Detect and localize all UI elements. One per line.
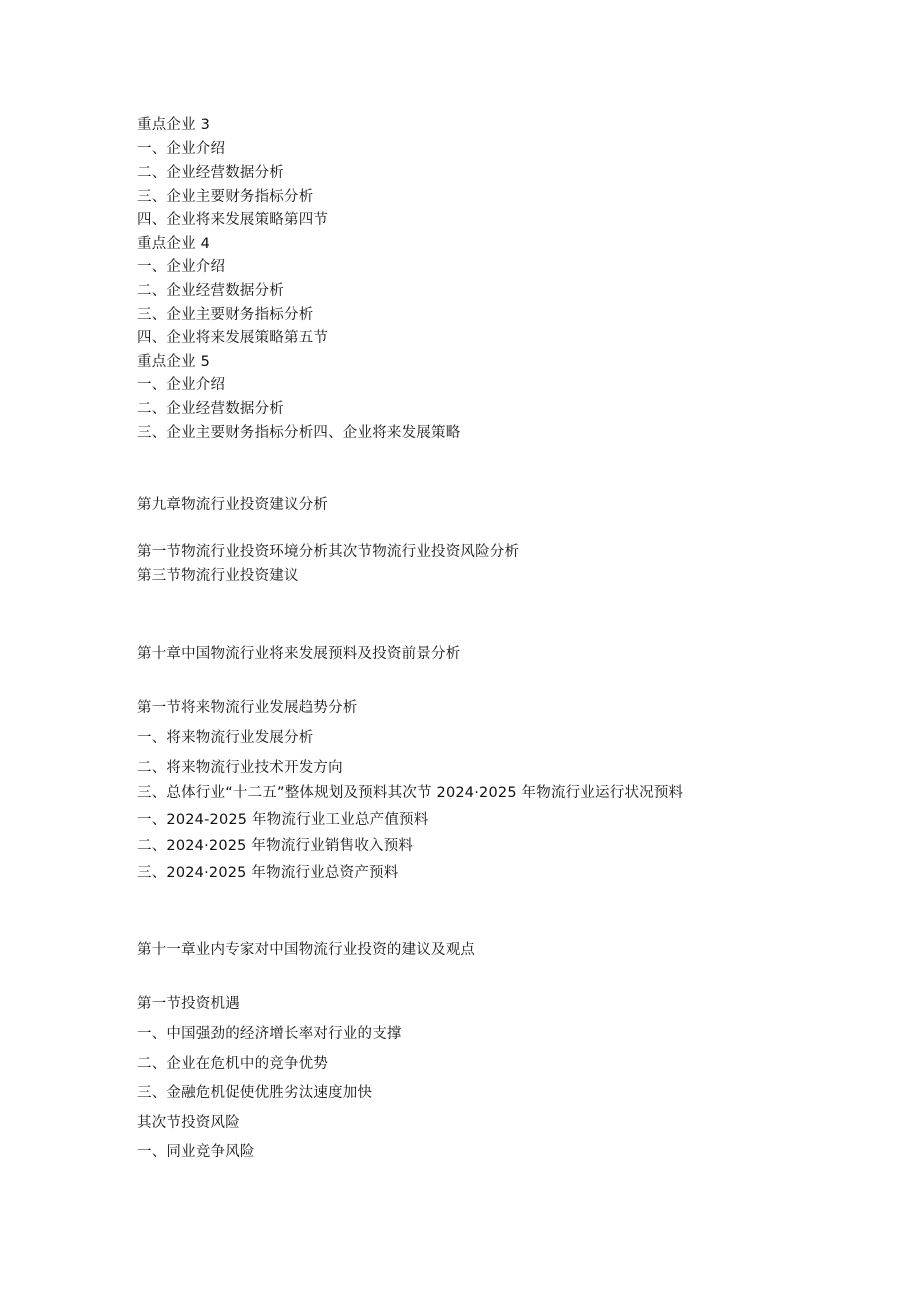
chapter-10-section-1: 第一节将来物流行业发展趋势分析: [137, 700, 358, 716]
forecast-total-assets: 三、2024·2025 年物流行业总资产预料: [137, 865, 399, 881]
chapter-11-section-2: 其次节投资风险: [137, 1115, 240, 1131]
enterprise-4-operating-data: 二、企业经营数据分析: [137, 283, 284, 299]
chapter-9-section-3: 第三节物流行业投资建议: [137, 568, 299, 584]
chapter-10-item-2: 二、将来物流行业技术开发方向: [137, 760, 343, 776]
enterprise-4-intro: 一、企业介绍: [137, 259, 226, 275]
enterprise-3-strategy-section-4: 四、企业将来发展策略第四节: [137, 212, 329, 228]
enterprise-4-strategy-section-5: 四、企业将来发展策略第五节: [137, 330, 329, 346]
enterprise-5-intro: 一、企业介绍: [137, 377, 226, 393]
forecast-sales-revenue: 二、2024·2025 年物流行业销售收入预料: [137, 838, 414, 854]
chapter-9-heading: 第九章物流行业投资建议分析: [137, 497, 329, 513]
enterprise-3-financial-indicators: 三、企业主要财务指标分析: [137, 189, 314, 205]
enterprise-5-financial-and-strategy: 三、企业主要财务指标分析四、企业将来发展策略: [137, 425, 461, 441]
enterprise-3-operating-data: 二、企业经营数据分析: [137, 165, 284, 181]
key-enterprise-4-heading: 重点企业 4: [137, 236, 211, 252]
chapter-10-item-3-and-section-2: 三、总体行业“十二五”整体规划及预料其次节 2024·2025 年物流行业运行状况预料: [137, 785, 684, 801]
enterprise-3-intro: 一、企业介绍: [137, 141, 226, 157]
key-enterprise-3-heading: 重点企业 3: [137, 117, 211, 133]
forecast-output-value: 一、2024-2025 年物流行业工业总产值预料: [137, 812, 429, 828]
chapter-11-item-2: 二、企业在危机中的竞争优势: [137, 1056, 329, 1072]
enterprise-4-financial-indicators: 三、企业主要财务指标分析: [137, 307, 314, 323]
chapter-11-item-3: 三、金融危机促使优胜劣汰速度加快: [137, 1085, 373, 1101]
chapter-9-sections-1-2: 第一节物流行业投资环境分析其次节物流行业投资风险分析: [137, 544, 520, 560]
chapter-11-heading: 第十一章业内专家对中国物流行业投资的建议及观点: [137, 942, 476, 958]
chapter-11-section-1: 第一节投资机遇: [137, 996, 240, 1012]
chapter-10-item-1: 一、将来物流行业发展分析: [137, 730, 314, 746]
enterprise-5-operating-data: 二、企业经营数据分析: [137, 401, 284, 417]
chapter-11-risk-item-1: 一、同业竞争风险: [137, 1144, 255, 1160]
key-enterprise-5-heading: 重点企业 5: [137, 354, 211, 370]
chapter-10-heading: 第十章中国物流行业将来发展预料及投资前景分析: [137, 646, 461, 662]
chapter-11-item-1: 一、中国强劲的经济增长率对行业的支撑: [137, 1026, 402, 1042]
